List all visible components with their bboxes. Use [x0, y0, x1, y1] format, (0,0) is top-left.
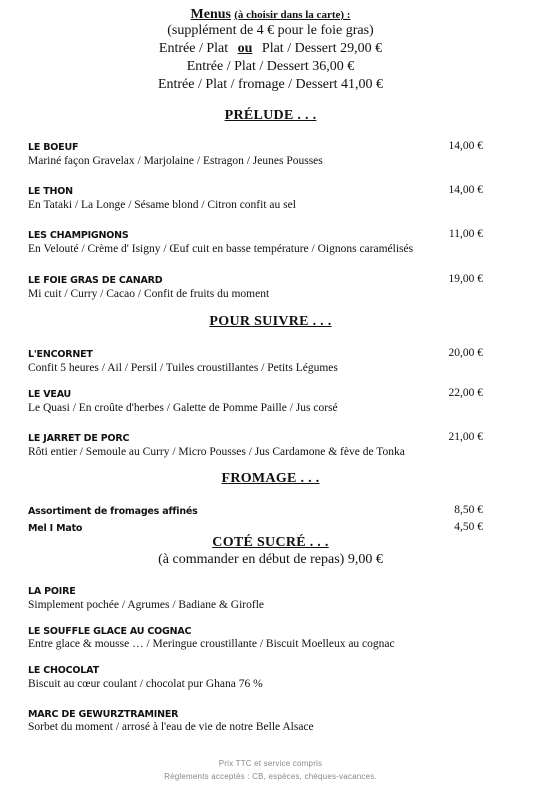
dessert-subtitle: (à commander en début de repas) 9,00 €: [158, 552, 383, 567]
formula-1-a: Entrée / Plat: [158, 41, 229, 56]
cheese-name: Assortiment de fromages affinés: [28, 506, 198, 517]
dish-name: LES CHAMPIGNONS: [28, 230, 129, 241]
dish-description: Confit 5 heures / Ail / Persil / Tuiles croustillantes / Petits Légumes: [28, 362, 338, 374]
menus-note: (à choisir dans la carte) :: [234, 9, 351, 21]
dish-price: 14,00 €: [448, 140, 483, 152]
formula-1: [0, 40, 541, 58]
dish-price: 14,00 €: [448, 184, 483, 196]
footer-payment-note: Règlements acceptés : CB, espèces, chèques-vacances.: [164, 772, 377, 781]
dish-description: Mariné façon Gravelax / Marjolaine / Estragon / Jeunes Pousses: [28, 155, 323, 167]
formula-1-ou: ou: [237, 41, 253, 56]
formula-3: Entrée / Plat / fromage / Dessert 41,00 €: [157, 77, 384, 92]
formula-2: Entrée / Plat / Dessert 36,00 €: [186, 59, 355, 74]
section-title-suivre: POUR SUIVRE . . .: [209, 314, 332, 329]
dish-description: Mi cuit / Curry / Cacao / Confit de fruits du moment: [28, 288, 270, 300]
dish-price: 21,00 €: [448, 431, 483, 443]
menus-title: [0, 6, 541, 23]
section-title-fromage: FROMAGE . . .: [221, 471, 320, 486]
supplement-note: (supplément de 4 € pour le foie gras): [167, 23, 374, 38]
cheese-price: 4,50 €: [454, 521, 483, 533]
dish-price: 20,00 €: [448, 347, 483, 359]
cheese-name: Mel I Mato: [28, 523, 83, 534]
dish-price: 19,00 €: [448, 273, 483, 285]
dish-description: Le Quasi / En croûte d'herbes / Galette de Pomme Paille / Jus corsé: [28, 402, 338, 414]
dish-price: 22,00 €: [448, 387, 483, 399]
footer-price-note: Prix TTC et service compris: [218, 759, 323, 768]
dish-name: LE VEAU: [28, 389, 72, 400]
dessert-description: Biscuit au cœur coulant / chocolat pur Ghana 76 %: [28, 678, 263, 690]
dish-name: LE FOIE GRAS DE CANARD: [28, 275, 163, 286]
section-title-prelude: PRÉLUDE . . .: [224, 108, 317, 123]
dish-price: 11,00 €: [448, 228, 483, 240]
dish-name: LE THON: [28, 186, 73, 197]
dish-description: Rôti entier / Semoule au Curry / Micro Pousses / Jus Cardamone & fève de Tonka: [28, 446, 405, 458]
dish-name: LE JARRET DE PORC: [28, 433, 130, 444]
dish-description: En Velouté / Crème d' Isigny / Œuf cuit en basse température / Oignons caramélisés: [28, 243, 414, 255]
section-title-sucre: COTÉ SUCRÉ . . .: [212, 535, 329, 550]
dessert-name: MARC DE GEWURZTRAMINER: [28, 709, 179, 720]
dish-name: L'ENCORNET: [28, 349, 93, 360]
dessert-name: LE SOUFFLE GLACE AU COGNAC: [28, 626, 192, 637]
dessert-description: Entre glace & mousse … / Meringue croustillante / Biscuit Moelleux au cognac: [28, 638, 395, 650]
dessert-name: LA POIRE: [28, 586, 76, 597]
dessert-description: Sorbet du moment / arrosé à l'eau de vie de notre Belle Alsace: [28, 721, 314, 733]
menus-word: Menus: [190, 7, 231, 22]
dessert-description: Simplement pochée / Agrumes / Badiane & Girofle: [28, 599, 265, 611]
cheese-price: 8,50 €: [454, 504, 483, 516]
dish-name: LE BOEUF: [28, 142, 79, 153]
dessert-name: LE CHOCOLAT: [28, 665, 99, 676]
formula-1-b: Plat / Dessert 29,00 €: [261, 41, 383, 56]
dish-description: En Tataki / La Longe / Sésame blond / Citron confit au sel: [28, 199, 296, 211]
